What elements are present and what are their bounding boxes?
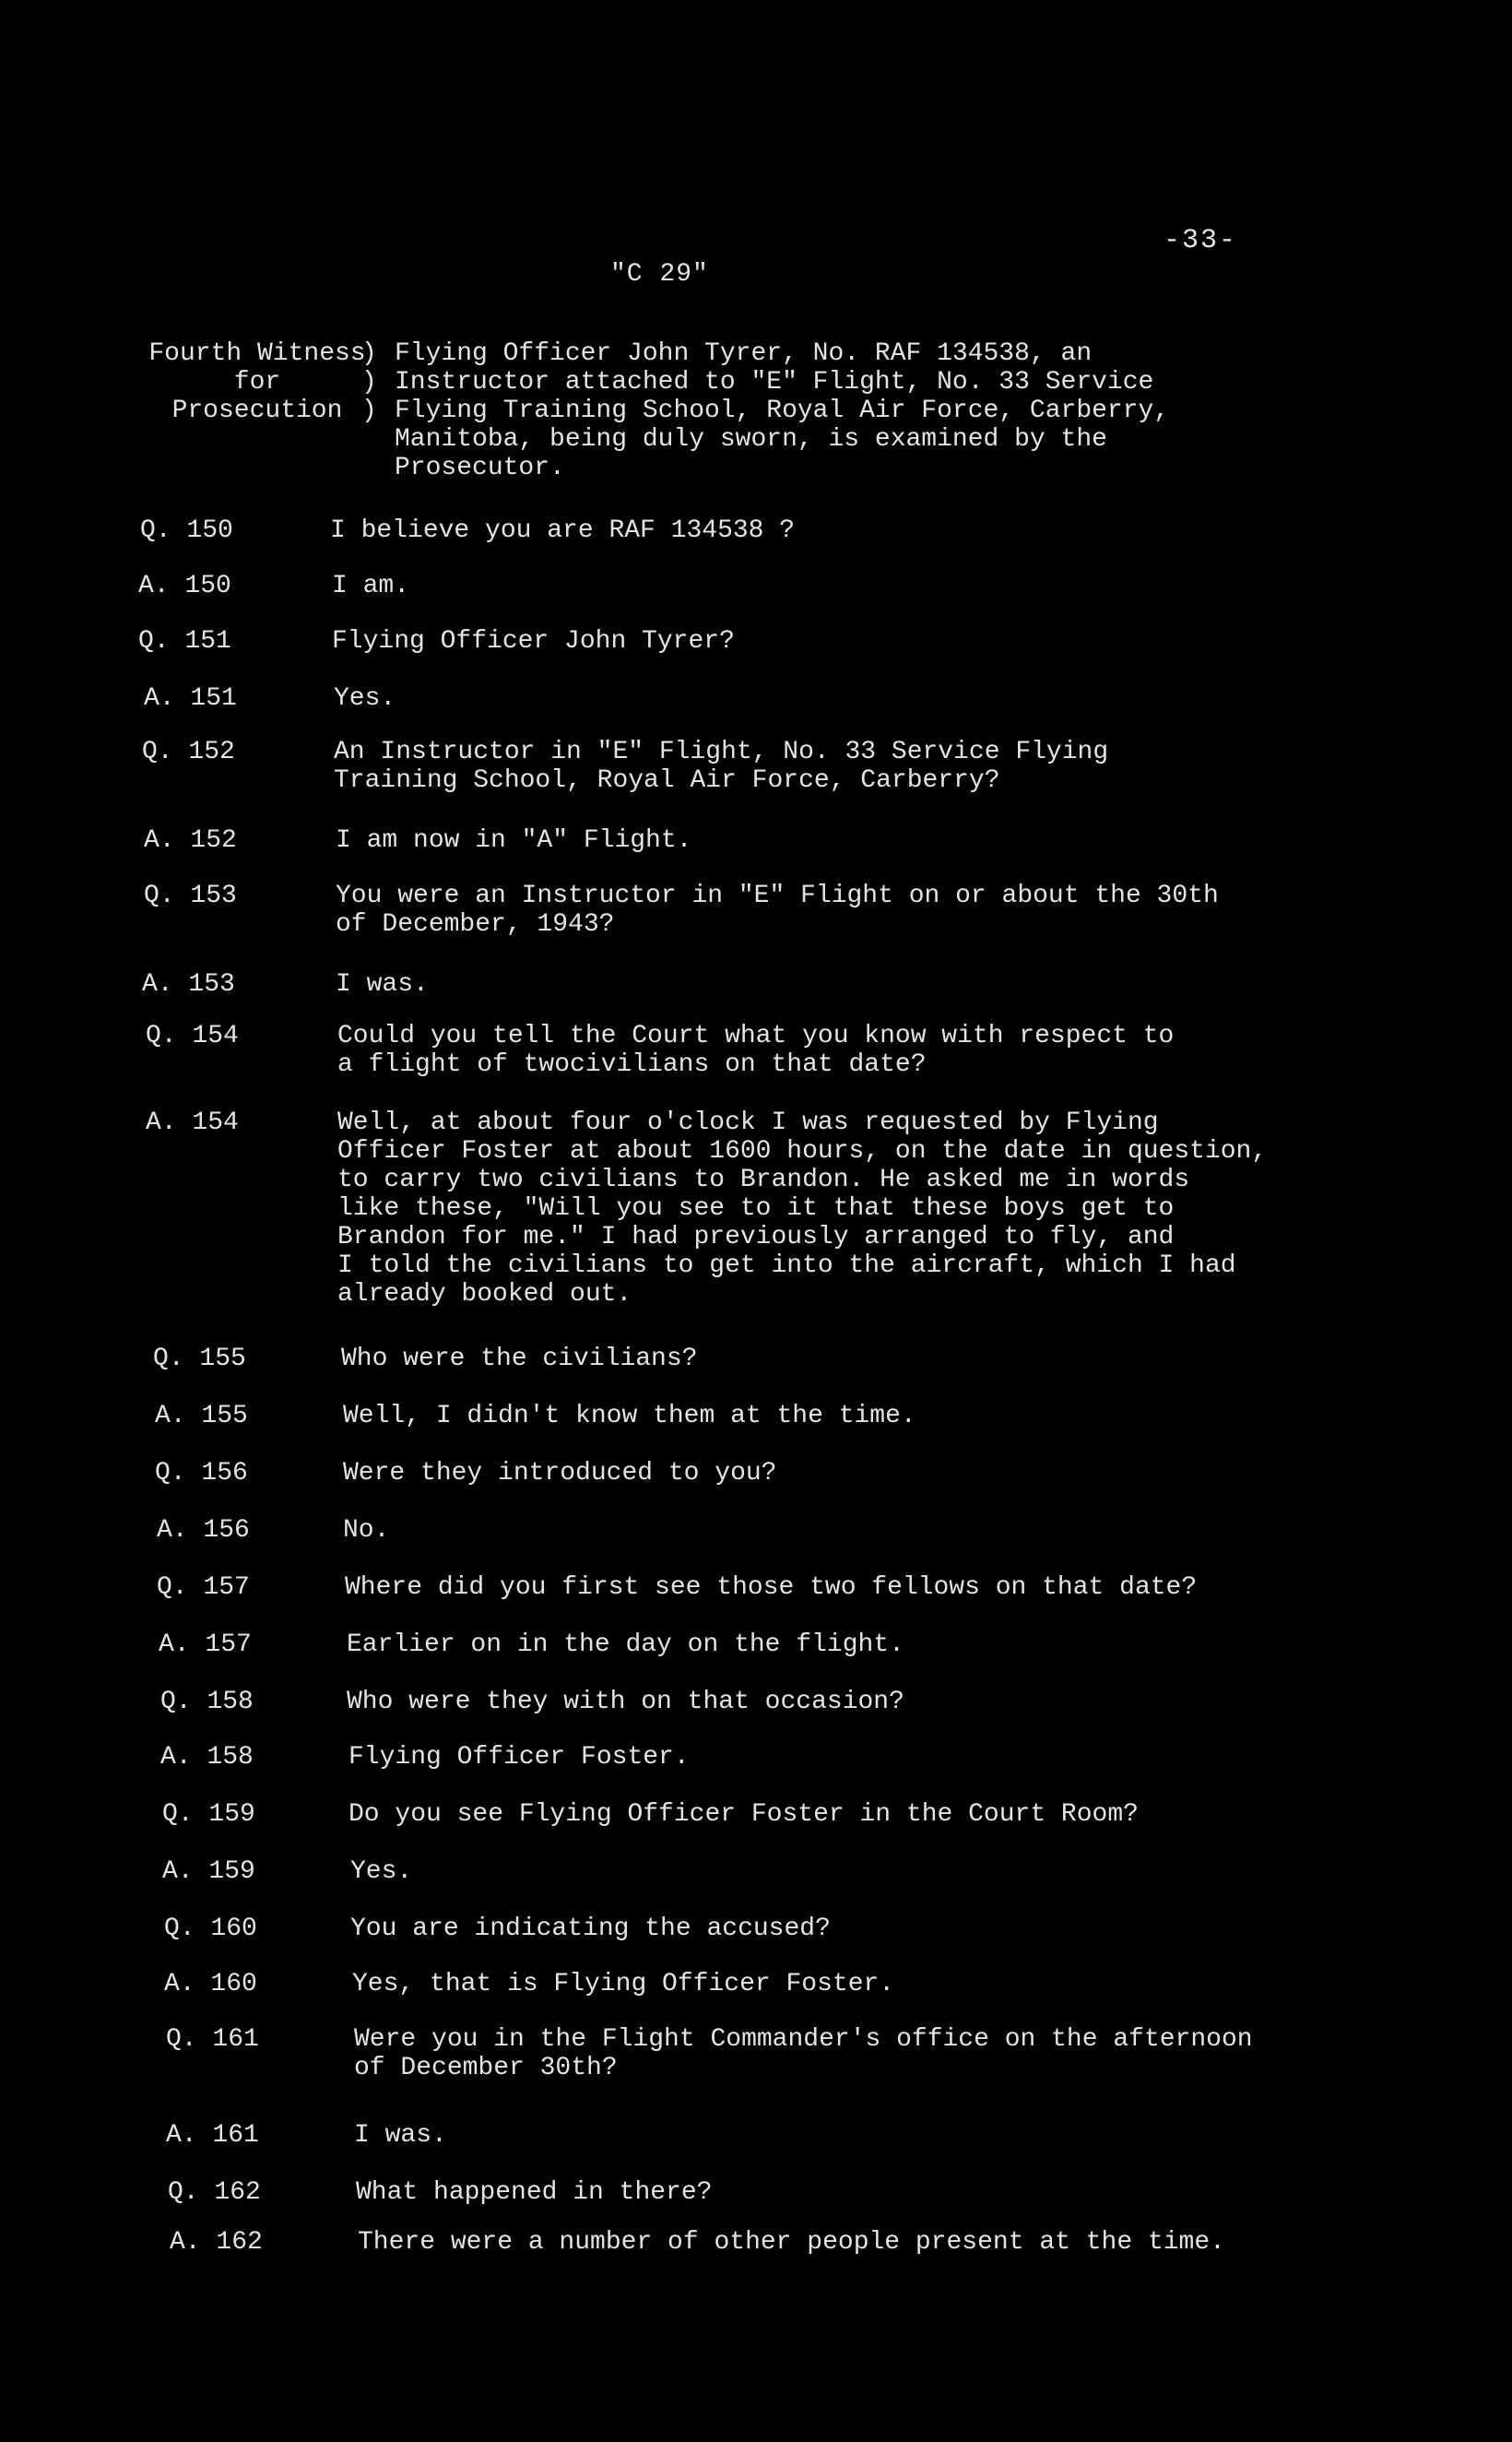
qa-text-line: Do you see Flying Officer Foster in the Court Room? (348, 1800, 1139, 1829)
qa-text-line: I was. (336, 970, 429, 999)
qa-text-line: No. (343, 1516, 390, 1545)
qa-text (358, 2228, 1225, 2257)
qa-text (336, 826, 691, 855)
page-number: -33- (1164, 225, 1238, 256)
qa-text (352, 1970, 894, 1998)
qa-text (337, 1108, 1267, 1309)
qa-text-line: Were they introduced to you? (343, 1459, 777, 1488)
qa-text (348, 1743, 690, 1772)
qa-text (348, 1800, 1139, 1829)
witness-caption-line: Fourth Witness (148, 339, 366, 368)
qa-text-line: Well, at about four o'clock I was requested by Flying (337, 1108, 1159, 1137)
qa-text (341, 1345, 697, 1373)
qa-text-line: Could you tell the Court what you know with respect to (337, 1022, 1175, 1050)
qa-label: Q. 156 (155, 1459, 248, 1488)
bracket: ) (361, 368, 377, 397)
qa-text-line: Earlier on in the day on the flight. (347, 1630, 904, 1659)
qa-text (334, 684, 396, 713)
qa-label: A. 157 (159, 1630, 252, 1659)
witness-description-line: Manitoba, being duly sworn, is examined by the (395, 425, 1107, 454)
qa-label: Q. 162 (168, 2178, 261, 2207)
qa-text-line: Yes. (350, 1857, 413, 1886)
qa-text-line: of December 30th? (354, 2054, 618, 2082)
qa-label: A. 162 (170, 2228, 263, 2257)
witness-brackets (361, 339, 377, 425)
qa-label: Q. 158 (160, 1688, 254, 1716)
witness-description-line: Flying Training School, Royal Air Force, Carberry, (395, 397, 1170, 425)
qa-text (332, 572, 409, 600)
qa-text (336, 882, 1219, 939)
qa-text-line: Training School, Royal Air Force, Carberry? (334, 766, 1000, 795)
qa-text-line: Where did you first see those two fellows on that date? (345, 1573, 1198, 1602)
qa-text-line: Who were the civilians? (341, 1345, 698, 1373)
qa-text (347, 1688, 904, 1716)
qa-text (356, 2178, 712, 2207)
qa-text-line: What happened in there? (356, 2178, 713, 2207)
qa-text (350, 1914, 831, 1943)
witness-description-line: Instructor attached to "E" Flight, No. 33 Service (395, 368, 1154, 397)
qa-text (334, 738, 1108, 795)
qa-text-line: to carry two civilians to Brandon. He asked me in words (337, 1166, 1190, 1194)
qa-text-line: I believe you are RAF 134538 ? (330, 516, 796, 545)
bracket: ) (361, 339, 377, 368)
qa-label: Q. 157 (157, 1573, 250, 1602)
qa-text-line: I told the civilians to get into the aircraft, which I had (337, 1251, 1236, 1280)
qa-text-line: I am now in "A" Flight. (336, 826, 692, 855)
qa-label: Q. 153 (144, 882, 237, 910)
qa-text (343, 1459, 776, 1488)
qa-text-line: a flight of twocivilians on that date? (337, 1050, 927, 1079)
qa-label: Q. 159 (162, 1800, 255, 1829)
qa-label: A. 158 (160, 1743, 254, 1772)
witness-caption-line: Prosecution (171, 397, 343, 425)
witness-description-line: Prosecutor. (395, 454, 565, 482)
qa-text (354, 2121, 447, 2150)
qa-text (332, 627, 735, 656)
qa-text (347, 1630, 904, 1659)
qa-label: Q. 155 (153, 1345, 246, 1373)
qa-text (337, 1022, 1174, 1079)
qa-text-line: Yes. (334, 684, 396, 713)
qa-label: A. 151 (144, 684, 237, 713)
qa-text-line: Flying Officer John Tyrer? (332, 627, 735, 656)
qa-text-line: Were you in the Flight Commander's office on the afternoon (354, 2025, 1253, 2054)
qa-text-line: already booked out. (337, 1280, 632, 1309)
qa-text (330, 516, 795, 545)
qa-text (343, 1516, 389, 1545)
qa-text (343, 1402, 916, 1430)
qa-label: A. 160 (164, 1970, 257, 1998)
qa-label: Q. 154 (146, 1022, 239, 1050)
exhibit-label: "C 29" (610, 260, 709, 289)
qa-label: A. 153 (142, 970, 235, 999)
qa-text-line: Brandon for me." I had previously arranged to fly, and (337, 1223, 1175, 1251)
qa-text (345, 1573, 1197, 1602)
qa-text (336, 970, 429, 999)
witness-description (395, 339, 1169, 482)
qa-text-line: There were a number of other people present at the time. (358, 2228, 1225, 2257)
qa-label: A. 159 (162, 1857, 255, 1886)
qa-label: Q. 152 (142, 738, 235, 766)
qa-text-line: You are indicating the accused? (350, 1914, 831, 1943)
qa-text-line: Yes, that is Flying Officer Foster. (352, 1970, 895, 1998)
qa-text-line: Who were they with on that occasion? (347, 1688, 904, 1716)
bracket: ) (361, 397, 377, 425)
witness-caption (124, 339, 391, 425)
qa-label: Q. 161 (166, 2025, 259, 2054)
qa-label: A. 154 (146, 1108, 239, 1137)
qa-label: Q. 160 (164, 1914, 257, 1943)
qa-label: A. 150 (138, 572, 231, 600)
qa-label: A. 152 (144, 826, 237, 855)
qa-text-line: I am. (332, 572, 410, 600)
qa-text-line: I was. (354, 2121, 447, 2150)
qa-text-line: You were an Instructor in "E" Flight on or about the 30th (336, 882, 1219, 910)
qa-text-line: of December, 1943? (336, 910, 615, 939)
qa-text (350, 1857, 412, 1886)
qa-text-line: An Instructor in "E" Flight, No. 33 Service Flying (334, 738, 1109, 766)
qa-text-line: Well, I didn't know them at the time. (343, 1402, 916, 1430)
qa-label: A. 155 (155, 1402, 248, 1430)
qa-text (354, 2025, 1253, 2082)
qa-text-line: Officer Foster at about 1600 hours, on the date in question, (337, 1137, 1268, 1166)
qa-label: A. 156 (157, 1516, 250, 1545)
witness-caption-line: for (233, 368, 281, 397)
witness-description-line: Flying Officer John Tyrer, No. RAF 134538, an (395, 339, 1093, 368)
qa-label: Q. 150 (140, 516, 233, 545)
qa-label: A. 161 (166, 2121, 259, 2150)
qa-text-line: Flying Officer Foster. (348, 1743, 690, 1772)
qa-text-line: like these, "Will you see to it that these boys get to (337, 1194, 1175, 1223)
qa-label: Q. 151 (138, 627, 231, 656)
